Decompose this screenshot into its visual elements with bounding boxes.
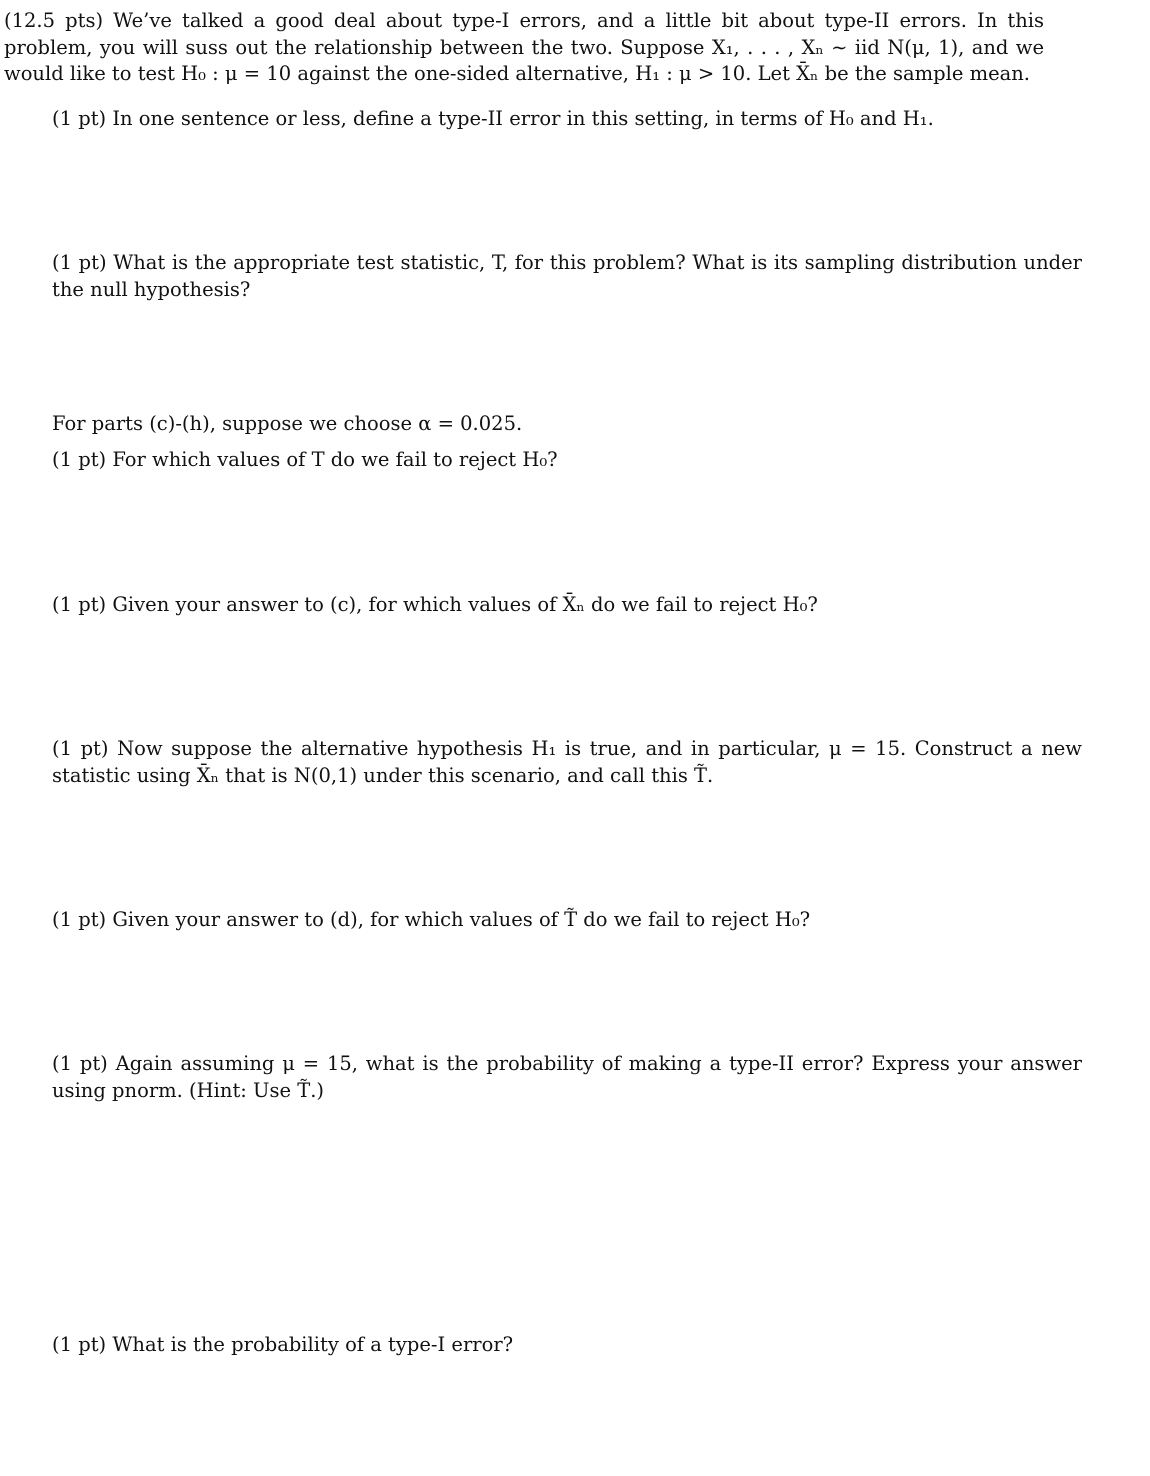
part-c	[12, 447, 1082, 474]
part-d-label	[12, 592, 52, 619]
part-g	[12, 1051, 1082, 1104]
part-f	[12, 907, 1082, 934]
part-h	[12, 1332, 1082, 1359]
part-e-label	[12, 736, 52, 763]
part-b-text: (1 pt) What is the appropriate test statistic, T, for this problem? What is its sampling distribution under the null hypothesis?	[52, 251, 1082, 301]
part-e-text: (1 pt) Now suppose the alternative hypothesis H₁ is true, and in particular, μ = 15. Construct a new statistic using X̄ₙ that is N(0,1) under this scenario, and call this T̃.	[52, 737, 1082, 787]
part-b	[12, 250, 1082, 303]
part-e	[12, 736, 1082, 789]
part-b-label	[12, 250, 52, 277]
part-a-label	[12, 106, 52, 133]
part-d	[12, 592, 1082, 619]
part-h-label	[12, 1332, 52, 1359]
part-c-text: (1 pt) For which values of T do we fail to reject H₀?	[52, 448, 558, 471]
part-g-text: (1 pt) Again assuming μ = 15, what is the probability of making a type-II error? Express your answer using pnorm. (Hint: Use T̃.)	[52, 1052, 1082, 1102]
alpha-note: For parts (c)-(h), suppose we choose α = 0.025.	[52, 412, 523, 435]
problem-intro: (12.5 pts) We’ve talked a good deal about type-I errors, and a little bit about type-II errors. In this problem, you will suss out the relationship between the two. Suppose X₁, . . . , Xₙ ∼ iid N(μ, 1), and we would like to test H₀ : μ = 10 against the one-sided alternative, H₁ : μ > 10. Let X̄ₙ be the sample mean.	[4, 9, 1044, 85]
part-a	[12, 106, 1082, 133]
part-f-label	[12, 907, 52, 934]
part-c-label	[12, 447, 52, 474]
part-h-text: (1 pt) What is the probability of a type-I error?	[52, 1333, 514, 1356]
part-g-label	[12, 1051, 52, 1078]
part-a-text: (1 pt) In one sentence or less, define a type-II error in this setting, in terms of H₀ and H₁.	[52, 107, 934, 130]
part-d-text: (1 pt) Given your answer to (c), for which values of X̄ₙ do we fail to reject H₀?	[52, 593, 818, 616]
part-f-text: (1 pt) Given your answer to (d), for which values of T̃ do we fail to reject H₀?	[52, 908, 811, 931]
